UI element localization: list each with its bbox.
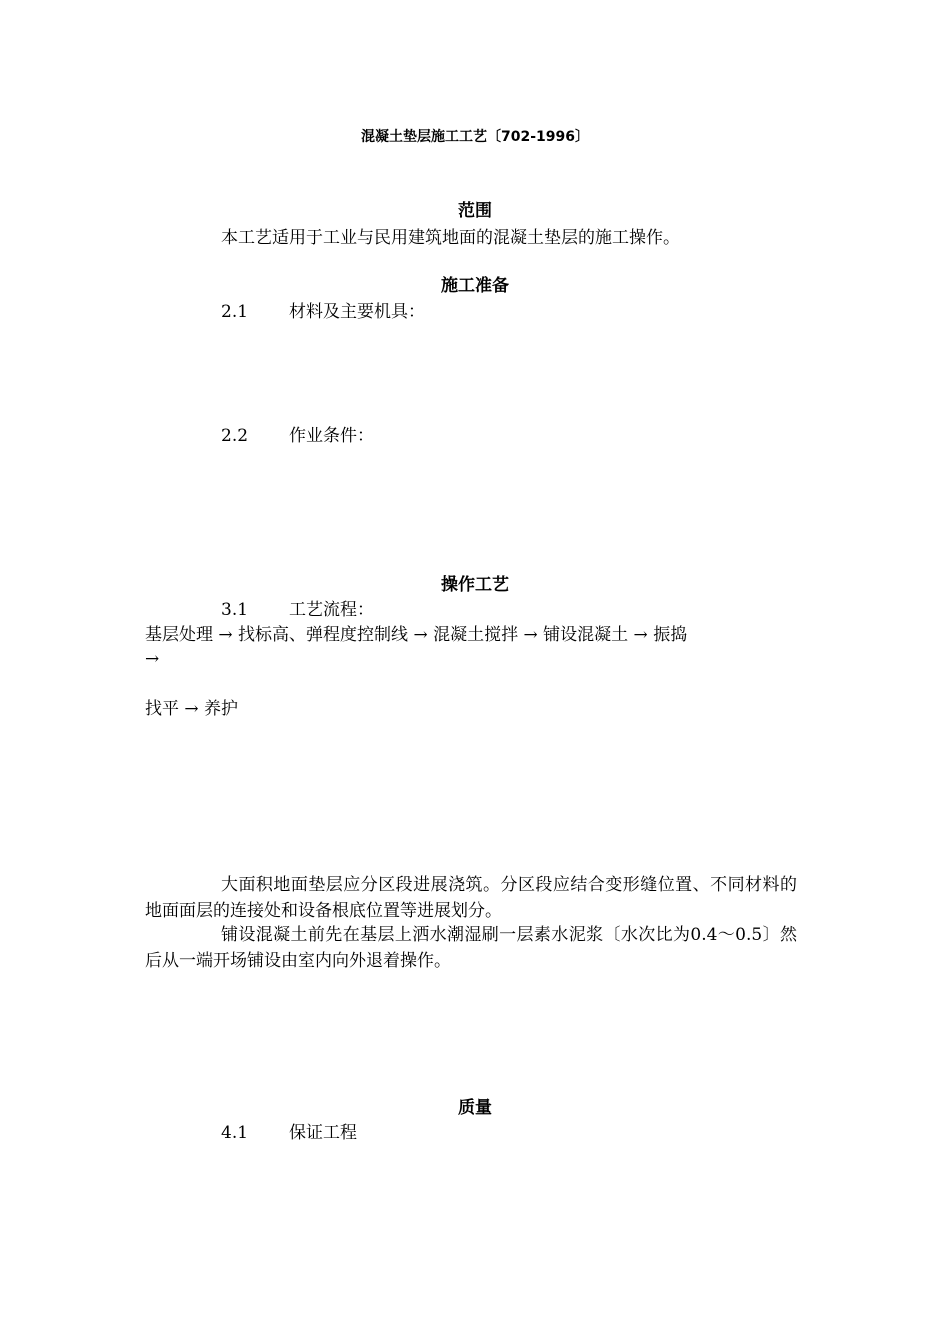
- item-number-2-2: 2.2: [221, 426, 249, 446]
- item-label-guarantee: 保证工程: [289, 1123, 357, 1143]
- paragraph-zoned-pouring: 大面积地面垫层应分区段进展浇筑。分区段应结合变形缝位置、不同材料的地面面层的连接处和设备根底位置等进展划分。: [145, 875, 797, 921]
- item-label-materials: 材料及主要机具：: [289, 302, 425, 322]
- item-number-3-1: 3.1: [221, 600, 249, 620]
- scope-text: 本工艺适用于工业与民用建筑地面的混凝土垫层的施工操作。: [221, 228, 680, 248]
- item-label-conditions: 作业条件：: [289, 426, 374, 446]
- process-flow-line-1: 基层处理 → 找标高、弹程度控制线 → 混凝土搅拌 → 铺设混凝土 → 振捣: [145, 625, 688, 645]
- item-number-2-1: 2.1: [221, 302, 249, 322]
- section-heading-quality: 质量: [458, 1098, 492, 1118]
- section-heading-scope: 范围: [458, 201, 492, 221]
- item-number-4-1: 4.1: [221, 1123, 249, 1143]
- item-label-process-flow: 工艺流程：: [289, 600, 374, 620]
- section-heading-operation: 操作工艺: [441, 575, 509, 595]
- document-title: 混凝土垫层施工工艺〔702-1996〕: [361, 129, 589, 145]
- process-flow-line-2: 找平 → 养护: [145, 699, 239, 719]
- process-flow-arrow: →: [145, 649, 160, 669]
- section-heading-preparation: 施工准备: [441, 276, 509, 296]
- paragraph-laying-concrete: 铺设混凝土前先在基层上洒水潮湿刷一层素水泥浆〔水次比为0.4～0.5〕然后从一端开场铺设由室内向外退着操作。: [145, 925, 797, 971]
